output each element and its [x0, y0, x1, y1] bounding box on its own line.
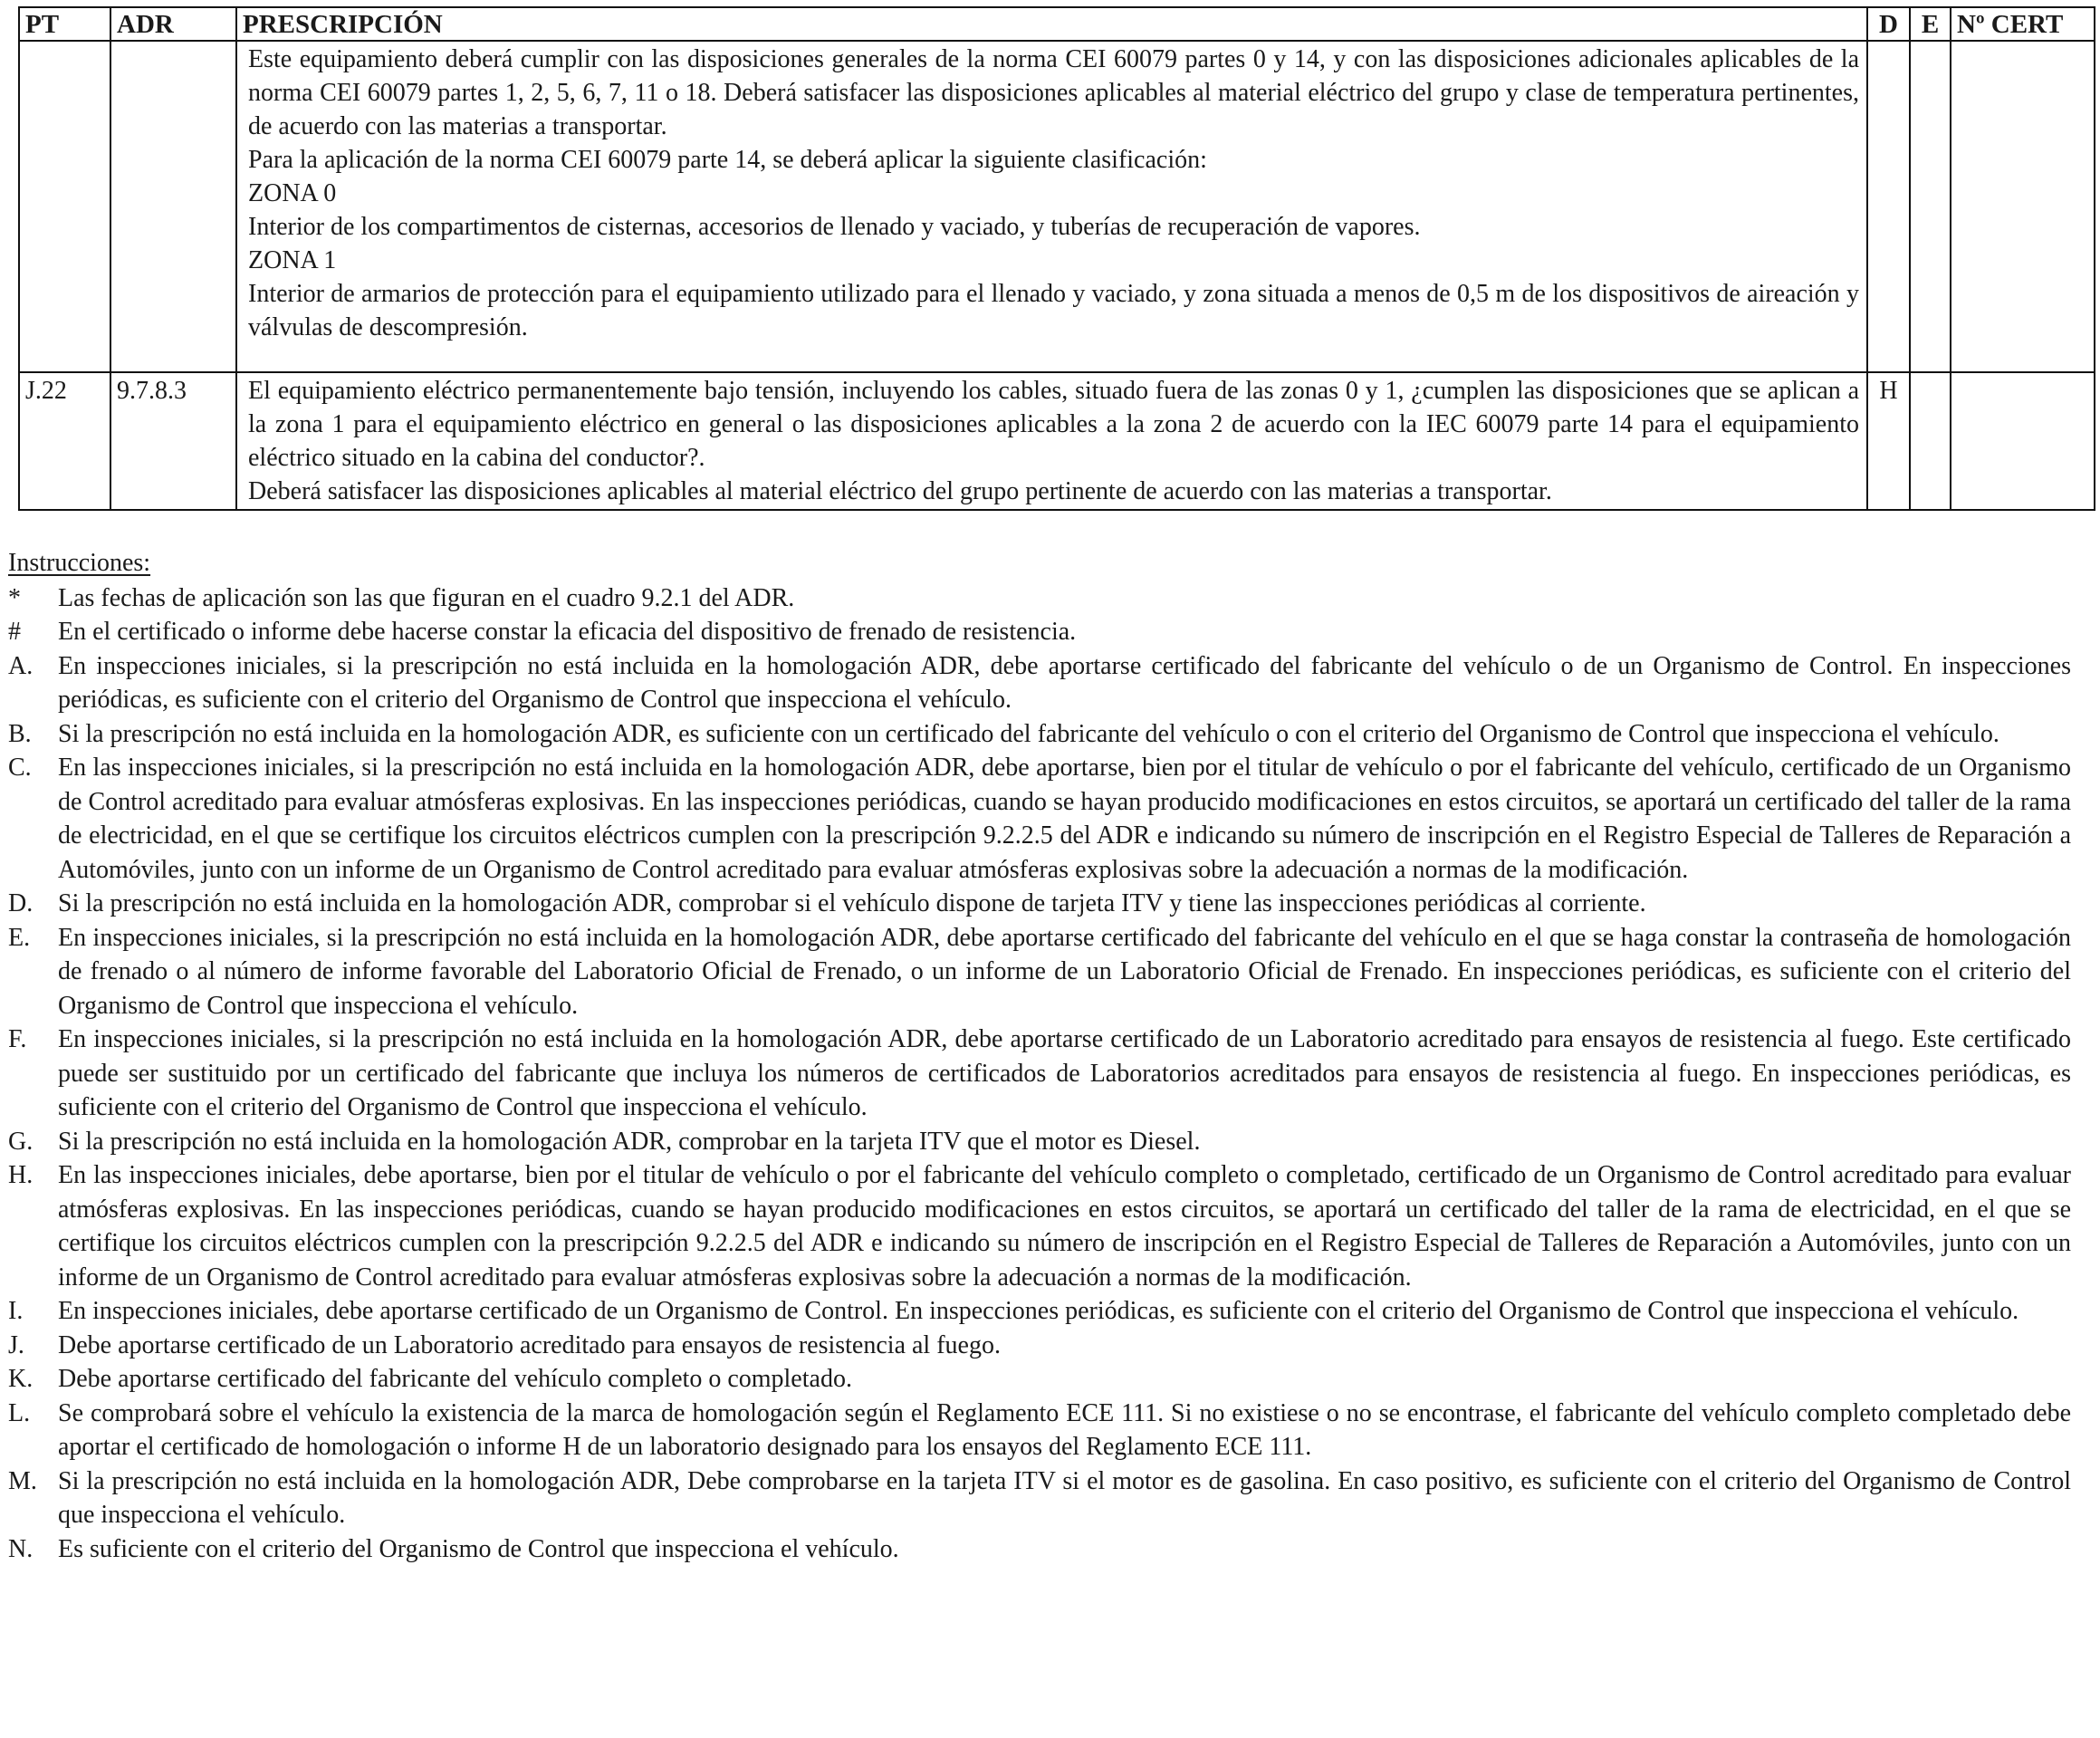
cell-pt: J.22 — [19, 372, 110, 510]
cell-cert — [1951, 372, 2095, 510]
cell-d — [1867, 41, 1910, 372]
cell-d: H — [1867, 372, 1910, 510]
cell-e — [1910, 372, 1951, 510]
item-text: Si la prescripción no está incluida en la homologación ADR, comprobar en la tarjeta ITV que el motor es Diesel. — [58, 1127, 1201, 1156]
item-text: En inspecciones iniciales, si la prescripción no está incluida en la homologación ADR, debe aportarse certificado del fabricante del vehículo en el que se haga constar la contraseña de homologación de frenado o al número de informe favorable del Laboratorio Oficial de Frenado, o un informe de un Laboratorio Oficial de Frenado. En inspecciones periódicas, es suficiente con el criterio del Organismo de Control que inspecciona el vehículo. — [58, 923, 2071, 1020]
list-item — [8, 615, 2071, 649]
item-key: A. — [8, 651, 34, 680]
table-row — [19, 41, 2095, 372]
list-item — [8, 1158, 2071, 1294]
cell-prescripcion — [236, 41, 1867, 372]
list-item — [8, 751, 2071, 887]
item-key: J. — [8, 1330, 24, 1359]
item-text: En inspecciones iniciales, si la prescripción no está incluida en la homologación ADR, debe aportarse certificado de un Laboratorio acreditado para ensayos de resistencia al fuego. Este certificado puede ser sustituido por un certificado del fabricante que incluya los números de certificados de Laboratorios acreditados para ensayos de resistencia al fuego. En inspecciones periódicas, es suficiente con el criterio del Organismo de Control que inspecciona el vehículo. — [58, 1025, 2071, 1121]
item-text: En las inspecciones iniciales, si la prescripción no está incluida en la homologación ADR, debe aportarse, bien por el titular de vehículo o por el fabricante del vehículo, certificado de un Organismo de Control acreditado para evaluar atmósferas explosivas. En las inspecciones periódicas, cuando se hayan producido modificaciones en estos circuitos, se aportará un certificado del taller de la rama de electricidad, en el que se certifique los circuitos eléctricos cumplen con la prescripción 9.2.2.5 del ADR e indicando su número de inscripción en el Registro Especial de Talleres de Reparación a Automóviles, junto con un informe de un Organismo de Control acreditado para evaluar atmósferas explosivas sobre la adecuación a normas de la modificación. — [58, 754, 2071, 884]
header-cert: Nº CERT — [1951, 7, 2095, 41]
prescription-paragraph: Interior de los compartimentos de cisternas, accesorios de llenado y vaciado, y tuberías de recuperación de vapores. — [248, 213, 1421, 241]
list-item — [8, 1532, 2071, 1567]
list-item — [8, 1464, 2071, 1532]
item-key: * — [8, 583, 21, 612]
list-item — [8, 1023, 2071, 1125]
item-key: # — [8, 618, 21, 646]
cell-prescripcion — [236, 372, 1867, 510]
item-text: Si la prescripción no está incluida en la homologación ADR, es suficiente con un certificado del fabricante del vehículo o con el criterio del Organismo de Control que inspecciona el vehículo. — [58, 719, 1999, 748]
prescription-paragraph: Deberá satisfacer las disposiciones aplicables al material eléctrico del grupo pertinente de acuerdo con las materias a transportar. — [248, 477, 1552, 505]
instructions-list — [8, 581, 2071, 1567]
header-pt: PT — [19, 7, 110, 41]
list-item — [8, 581, 2071, 616]
item-text: Las fechas de aplicación son las que figuran en el cuadro 9.2.1 del ADR. — [58, 583, 795, 612]
item-key: K. — [8, 1365, 34, 1393]
item-key: E. — [8, 923, 31, 952]
list-item — [8, 1294, 2071, 1329]
instructions-heading: Instrucciones: — [8, 549, 151, 577]
item-text: Se comprobará sobre el vehículo la existencia de la marca de homologación según el Reglamento ECE 111. Si no existiese o no se encontrase, el fabricante del vehículo completo completado debe aportar el certificado de homologación o informe H de un laboratorio designado para los ensayos del Reglamento ECE 111. — [58, 1398, 2071, 1461]
item-text: Debe aportarse certificado del fabricante del vehículo completo o completado. — [58, 1365, 852, 1393]
item-key: F. — [8, 1025, 27, 1053]
zone-heading: ZONA 0 — [248, 179, 337, 207]
list-item — [8, 1329, 2071, 1363]
item-key: D. — [8, 889, 34, 917]
cell-pt — [19, 41, 110, 372]
item-key: G. — [8, 1127, 34, 1156]
prescription-paragraph: Para la aplicación de la norma CEI 60079 parte 14, se deberá aplicar la siguiente clasificación: — [248, 146, 1207, 174]
list-item — [8, 887, 2071, 921]
item-key: B. — [8, 719, 32, 748]
item-key: N. — [8, 1534, 34, 1563]
header-adr: ADR — [110, 7, 236, 41]
list-item — [8, 921, 2071, 1023]
item-key: H. — [8, 1161, 34, 1189]
list-item — [8, 1397, 2071, 1464]
item-text: En inspecciones iniciales, debe aportarse certificado de un Organismo de Control. En inspecciones periódicas, es suficiente con el criterio del Organismo de Control que inspecciona el vehículo. — [58, 1297, 2019, 1325]
item-text: En el certificado o informe debe hacerse constar la eficacia del dispositivo de frenado de resistencia. — [58, 618, 1077, 646]
item-key: I. — [8, 1297, 24, 1325]
prescription-paragraph: Este equipamiento deberá cumplir con las disposiciones generales de la norma CEI 60079 partes 0 y 14, y con las disposiciones adicionales aplicables de la norma CEI 60079 partes 1, 2, 5, 6, 7, 11 o 18. Deberá satisfacer las disposiciones aplicables al material eléctrico del grupo y clase de temperatura pertinentes, de acuerdo con las materias a transportar. — [248, 45, 1859, 140]
item-text: En las inspecciones iniciales, debe aportarse, bien por el titular de vehículo o por el fabricante del vehículo completo o completado, certificado de un Organismo de Control acreditado para evaluar atmósferas explosivas. En las inspecciones periódicas, cuando se hayan producido modificaciones en estos circuitos, se aportará un certificado del taller de la rama de electricidad, en el que se certifique los circuitos eléctricos cumplen con la prescripción 9.2.2.5 del ADR e indicando su número de inscripción en el Registro Especial de Talleres de Reparación a Automóviles, junto con un informe de un Organismo de Control acreditado para evaluar atmósferas explosivas sobre la adecuación a normas de la modificación. — [58, 1161, 2071, 1291]
item-text: Si la prescripción no está incluida en la homologación ADR, comprobar si el vehículo dispone de tarjeta ITV y tiene las inspecciones periódicas al corriente. — [58, 889, 1646, 917]
header-d: D — [1867, 7, 1910, 41]
table-header-row — [19, 7, 2095, 41]
cell-adr — [110, 41, 236, 372]
list-item — [8, 1362, 2071, 1397]
prescription-paragraph: El equipamiento eléctrico permanentemente bajo tensión, incluyendo los cables, situado fuera de las zonas 0 y 1, ¿cumplen las disposiciones que se aplican a la zona 1 para el equipamiento eléctrico en general o las disposiciones aplicables a la zona 2 de acuerdo con la IEC 60079 parte 14 para el equipamiento eléctrico situado en la cabina del conductor?. — [248, 377, 1859, 472]
cell-e — [1910, 41, 1951, 372]
header-prescripcion: PRESCRIPCIÓN — [236, 7, 1867, 41]
item-text: Si la prescripción no está incluida en la homologación ADR, Debe comprobarse en la tarjeta ITV si el motor es de gasolina. En caso positivo, es suficiente con el criterio del Organismo de Control que inspecciona el vehículo. — [58, 1466, 2071, 1529]
header-e: E — [1910, 7, 1951, 41]
list-item — [8, 649, 2071, 717]
cell-adr: 9.7.8.3 — [110, 372, 236, 510]
prescription-table — [18, 6, 2095, 511]
table-row — [19, 372, 2095, 510]
prescription-paragraph: Interior de armarios de protección para el equipamiento utilizado para el llenado y vaciado, y zona situada a menos de 0,5 m de los dispositivos de aireación y válvulas de descompresión. — [248, 280, 1859, 341]
item-text: En inspecciones iniciales, si la prescripción no está incluida en la homologación ADR, debe aportarse certificado del fabricante del vehículo o de un Organismo de Control. En inspecciones periódicas, es suficiente con el criterio del Organismo de Control que inspecciona el vehículo. — [58, 651, 2071, 714]
item-key: C. — [8, 754, 32, 782]
cell-cert — [1951, 41, 2095, 372]
instructions-section — [8, 546, 2071, 1566]
item-key: L. — [8, 1398, 31, 1427]
item-text: Es suficiente con el criterio del Organismo de Control que inspecciona el vehículo. — [58, 1534, 899, 1563]
item-text: Debe aportarse certificado de un Laboratorio acreditado para ensayos de resistencia al fuego. — [58, 1330, 1001, 1359]
item-key: M. — [8, 1466, 37, 1495]
list-item — [8, 1125, 2071, 1159]
zone-heading: ZONA 1 — [248, 246, 337, 274]
list-item — [8, 717, 2071, 752]
